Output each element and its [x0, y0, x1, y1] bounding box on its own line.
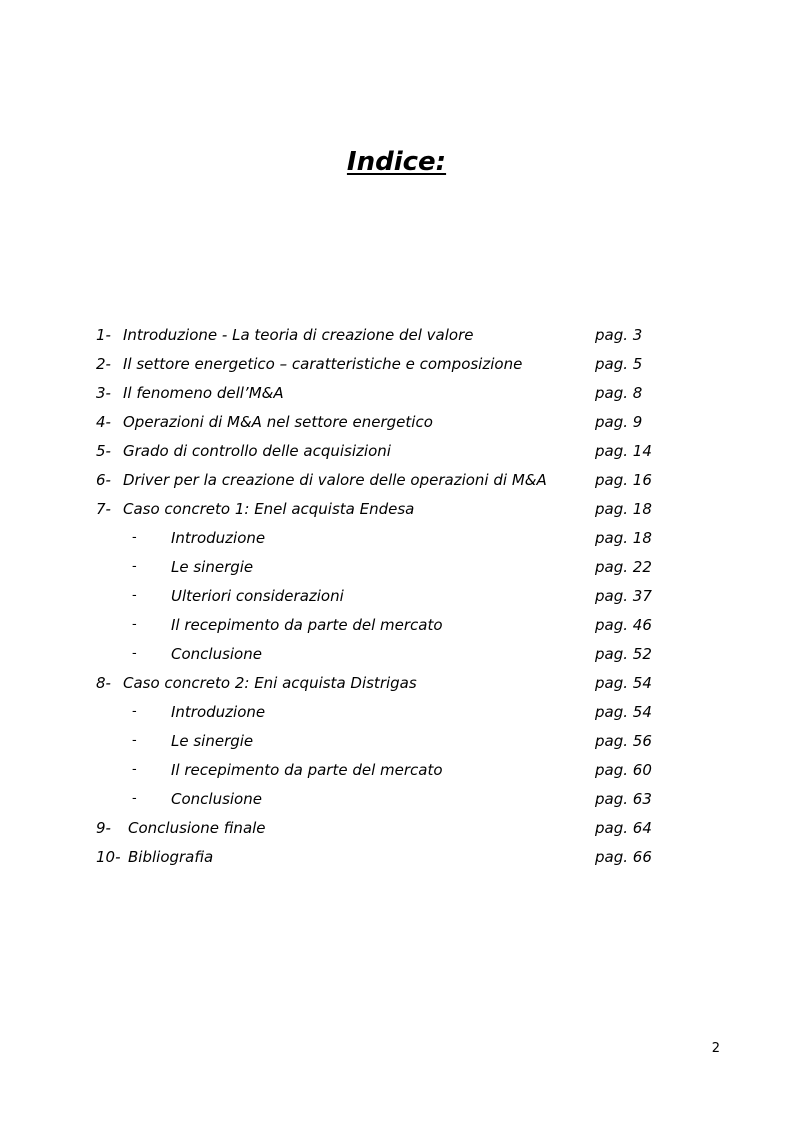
- toc-subentry-title: Ulteriori considerazioni: [171, 587, 344, 605]
- toc-entry-page: pag. 18: [595, 500, 652, 518]
- toc-entry-number: 3-: [96, 384, 111, 402]
- toc-subentry-dash: -: [132, 646, 137, 661]
- toc-subentry-dash: -: [132, 733, 137, 748]
- toc-entry-title: Grado di controllo delle acquisizioni: [123, 442, 391, 460]
- toc-entry: [0, 411, 793, 440]
- toc-entry-number: 5-: [96, 442, 111, 460]
- toc-entry-number: 10-: [96, 848, 121, 866]
- toc-subentry: [0, 527, 793, 556]
- toc-entry-number: 8-: [96, 674, 111, 692]
- toc-subentry-title: Le sinergie: [171, 732, 254, 750]
- toc-entry-page: pag. 64: [595, 819, 652, 837]
- toc-entry: [0, 846, 793, 875]
- toc-subentry: [0, 701, 793, 730]
- page-title: Indice:: [346, 147, 447, 177]
- toc-entry-page: pag. 16: [595, 471, 652, 489]
- toc-entry: [0, 440, 793, 469]
- toc-subentry: [0, 759, 793, 788]
- toc-entry: [0, 353, 793, 382]
- toc-subentry-title: Il recepimento da parte del mercato: [171, 761, 443, 779]
- toc-subentry: [0, 585, 793, 614]
- toc-subentry-title: Il recepimento da parte del mercato: [171, 616, 443, 634]
- toc-subentry-page: pag. 56: [595, 732, 652, 750]
- toc-entry-title: Operazioni di M&A nel settore energetico: [123, 413, 433, 431]
- toc-entry: [0, 324, 793, 353]
- toc-entry-title: Il fenomeno dell’M&A: [123, 384, 284, 402]
- toc-entry-number: 7-: [96, 500, 111, 518]
- toc-subentry: [0, 730, 793, 759]
- toc-entry: [0, 672, 793, 701]
- toc-subentry-dash: -: [132, 588, 137, 603]
- toc-subentry-dash: -: [132, 762, 137, 777]
- toc-entry: [0, 498, 793, 527]
- toc-subentry: [0, 614, 793, 643]
- toc-entry-title: Introduzione - La teoria di creazione del valore: [123, 326, 474, 344]
- toc-entry: [0, 817, 793, 846]
- toc-entry-title: Conclusione finale: [128, 819, 266, 837]
- toc-entry: [0, 469, 793, 498]
- toc-subentry-page: pag. 37: [595, 587, 652, 605]
- toc-subentry-title: Conclusione: [171, 790, 262, 808]
- toc-entry-number: 2-: [96, 355, 111, 373]
- toc-entry-number: 9-: [96, 819, 111, 837]
- toc-entry-number: 4-: [96, 413, 111, 431]
- toc-entry-page: pag. 14: [595, 442, 652, 460]
- toc-entry-page: pag. 9: [595, 413, 643, 431]
- toc-entry-page: pag. 5: [595, 355, 643, 373]
- toc-entry-page: pag. 66: [595, 848, 652, 866]
- toc-subentry-title: Conclusione: [171, 645, 262, 663]
- toc-subentry-dash: -: [132, 530, 137, 545]
- toc-entry-title: Caso concreto 2: Eni acquista Distrigas: [123, 674, 417, 692]
- toc-subentry-page: pag. 60: [595, 761, 652, 779]
- toc-entry-title: Caso concreto 1: Enel acquista Endesa: [123, 500, 415, 518]
- toc-subentry-dash: -: [132, 704, 137, 719]
- toc-subentry-dash: -: [132, 617, 137, 632]
- toc-entry-page: pag. 8: [595, 384, 643, 402]
- page-number: 2: [711, 1041, 720, 1056]
- toc-subentry-page: pag. 52: [595, 645, 652, 663]
- toc-subentry-page: pag. 46: [595, 616, 652, 634]
- toc-subentry-page: pag. 22: [595, 558, 652, 576]
- toc-subentry: [0, 556, 793, 585]
- toc-subentry-dash: -: [132, 559, 137, 574]
- table-of-contents: [0, 324, 793, 875]
- toc-entry-title: Bibliografia: [128, 848, 214, 866]
- toc-entry-page: pag. 3: [595, 326, 643, 344]
- toc-subentry-title: Le sinergie: [171, 558, 254, 576]
- toc-entry-page: pag. 54: [595, 674, 652, 692]
- toc-entry-title: Driver per la creazione di valore delle operazioni di M&A: [123, 471, 547, 489]
- toc-subentry-title: Introduzione: [171, 703, 266, 721]
- toc-subentry: [0, 643, 793, 672]
- toc-entry-number: 1-: [96, 326, 111, 344]
- toc-entry-title: Il settore energetico – caratteristiche e composizione: [123, 355, 523, 373]
- toc-subentry-page: pag. 18: [595, 529, 652, 547]
- toc-subentry: [0, 788, 793, 817]
- toc-subentry-dash: -: [132, 791, 137, 806]
- toc-entry: [0, 382, 793, 411]
- toc-subentry-page: pag. 63: [595, 790, 652, 808]
- toc-subentry-page: pag. 54: [595, 703, 652, 721]
- toc-entry-number: 6-: [96, 471, 111, 489]
- toc-subentry-title: Introduzione: [171, 529, 266, 547]
